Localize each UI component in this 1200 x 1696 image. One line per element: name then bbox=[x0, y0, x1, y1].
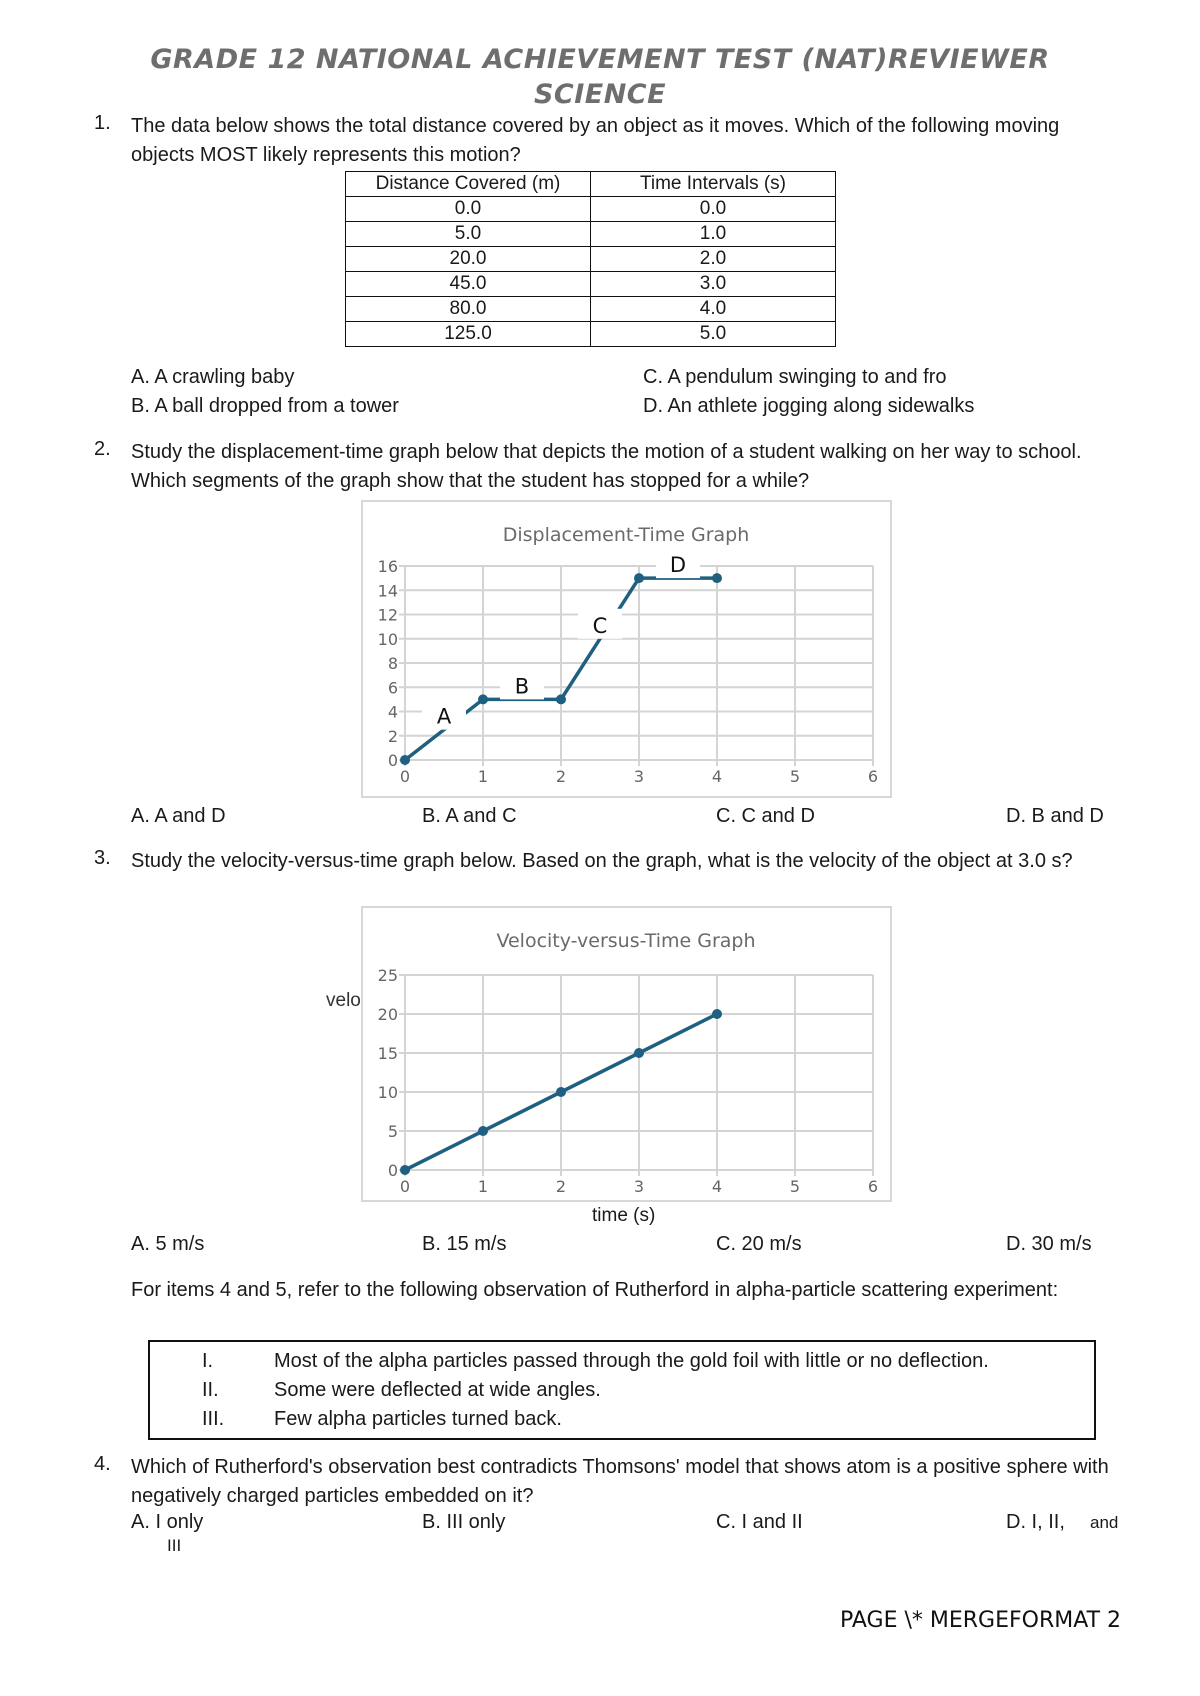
q4-choice-d[interactable]: D. I, II, bbox=[1006, 1511, 1065, 1533]
data-point bbox=[400, 1165, 410, 1175]
table-header-row bbox=[346, 172, 836, 197]
items-4-5-intro: For items 4 and 5, refer to the following observation of Rutherford in alpha-particle scattering experiment: bbox=[131, 1279, 1059, 1301]
segment-label: B bbox=[514, 674, 530, 699]
x-tick-label: 0 bbox=[399, 767, 411, 786]
y-tick-label: 15 bbox=[377, 1044, 398, 1063]
y-tick-label: 2 bbox=[387, 726, 398, 746]
table-cell: 45.0 bbox=[346, 272, 591, 297]
x-tick-label: 4 bbox=[711, 1177, 723, 1196]
statement-2-number: II. bbox=[202, 1379, 219, 1401]
segment-label: C bbox=[592, 613, 608, 638]
x-tick-label: 6 bbox=[867, 767, 879, 786]
table-cell: 2.0 bbox=[591, 247, 836, 272]
table-cell: 0.0 bbox=[346, 197, 591, 222]
data-point bbox=[634, 1048, 644, 1058]
page-footer: PAGE \* MERGEFORMAT 2 bbox=[840, 1608, 1121, 1633]
statement-1-number: I. bbox=[202, 1350, 214, 1372]
y-tick-label: 8 bbox=[387, 654, 398, 673]
table-cell: 20.0 bbox=[346, 247, 591, 272]
q4-choice-c[interactable]: C. I and II bbox=[716, 1511, 803, 1533]
q4-choice-a[interactable]: A. I only bbox=[131, 1511, 204, 1533]
statement-3-number: III. bbox=[202, 1408, 225, 1430]
table-cell: 5.0 bbox=[591, 322, 836, 347]
statement-2-text: Some were deflected at wide angles. bbox=[274, 1379, 601, 1401]
data-point bbox=[634, 573, 644, 583]
y-tick-label: 14 bbox=[377, 581, 398, 601]
table-cell: 80.0 bbox=[346, 297, 591, 322]
q3-choice-a[interactable]: A. 5 m/s bbox=[131, 1233, 205, 1255]
data-point bbox=[478, 1126, 488, 1136]
table-header-cell: Distance Covered (m) bbox=[346, 172, 591, 197]
q1-data-table bbox=[345, 171, 836, 347]
q2-text: Study the displacement-time graph below that depicts the motion of a student walking on her way to school. Which segments of the graph show that the student has stopped for a while? bbox=[131, 441, 1082, 492]
q3-text: Study the velocity-versus-time graph below. Based on the graph, what is the velocity of the object at 3.0 s? bbox=[131, 850, 1073, 872]
q1-choice-c[interactable]: C. A pendulum swinging to and fro bbox=[643, 366, 947, 388]
data-point bbox=[556, 1087, 566, 1097]
q1-number: 1. bbox=[94, 112, 111, 134]
series-line-segment bbox=[561, 1053, 639, 1092]
table-cell: 1.0 bbox=[591, 222, 836, 247]
table-row bbox=[346, 247, 836, 272]
y-tick-label: 10 bbox=[377, 629, 398, 649]
x-tick-label: 1 bbox=[477, 767, 489, 786]
x-tick-label: 6 bbox=[867, 1177, 879, 1196]
q2-number: 2. bbox=[94, 438, 111, 460]
q2-choice-a[interactable]: A. A and D bbox=[131, 805, 226, 827]
series-line-segment bbox=[483, 1092, 561, 1131]
q1-choice-b[interactable]: B. A ball dropped from a tower bbox=[131, 395, 399, 417]
page-title: GRADE 12 NATIONAL ACHIEVEMENT TEST (NAT)REVIEWER bbox=[150, 44, 1050, 75]
y-tick-label: 5 bbox=[387, 1122, 398, 1141]
q4-choice-d-iii: III bbox=[167, 1536, 182, 1555]
chart2-title: Velocity-versus-Time Graph bbox=[496, 930, 756, 952]
data-point bbox=[712, 1009, 722, 1019]
velocity-time-chart bbox=[363, 908, 890, 1200]
chart2-xlabel: time (s) bbox=[592, 1205, 656, 1226]
q2-choice-b[interactable]: B. A and C bbox=[422, 805, 517, 827]
statement-3-text: Few alpha particles turned back. bbox=[274, 1408, 562, 1430]
table-row bbox=[346, 272, 836, 297]
chart2-ylabel: velo bbox=[326, 990, 361, 1011]
y-tick-label: 20 bbox=[377, 1005, 398, 1024]
table-header-cell: Time Intervals (s) bbox=[591, 172, 836, 197]
data-point bbox=[556, 694, 566, 704]
y-tick-label: 0 bbox=[387, 751, 398, 770]
y-tick-label: 12 bbox=[377, 605, 398, 625]
x-tick-label: 5 bbox=[789, 767, 801, 786]
x-tick-label: 5 bbox=[789, 1177, 801, 1196]
table-cell: 3.0 bbox=[591, 272, 836, 297]
x-tick-label: 0 bbox=[399, 1177, 411, 1196]
series-line-segment bbox=[639, 1014, 717, 1053]
statement-1-text: Most of the alpha particles passed through the gold foil with little or no deflection. bbox=[274, 1350, 989, 1372]
q2-choice-d[interactable]: D. B and D bbox=[1006, 805, 1104, 827]
q4-text: Which of Rutherford's observation best contradicts Thomsons' model that shows atom is a positive sphere with negatively charged particles embedded on it? bbox=[131, 1456, 1109, 1507]
q1-choice-d[interactable]: D. An athlete jogging along sidewalks bbox=[643, 395, 975, 417]
y-tick-label: 10 bbox=[377, 1083, 398, 1102]
q3-choice-c[interactable]: C. 20 m/s bbox=[716, 1233, 802, 1255]
table-cell: 4.0 bbox=[591, 297, 836, 322]
data-point bbox=[478, 694, 488, 704]
x-tick-label: 2 bbox=[555, 1177, 567, 1196]
table-row bbox=[346, 197, 836, 222]
velocity-chart-box bbox=[361, 906, 892, 1202]
y-tick-label: 6 bbox=[387, 678, 398, 698]
segment-label: D bbox=[669, 553, 687, 578]
displacement-time-chart bbox=[363, 502, 890, 796]
series-line-segment bbox=[405, 1131, 483, 1170]
displacement-chart-box bbox=[361, 500, 892, 798]
segment-label: A bbox=[436, 704, 452, 729]
x-tick-label: 3 bbox=[633, 1177, 645, 1196]
x-tick-label: 2 bbox=[555, 767, 567, 786]
y-tick-label: 16 bbox=[377, 557, 398, 576]
y-tick-label: 0 bbox=[387, 1161, 398, 1180]
table-cell: 125.0 bbox=[346, 322, 591, 347]
data-point bbox=[400, 755, 410, 765]
table-cell: 0.0 bbox=[591, 197, 836, 222]
q3-number: 3. bbox=[94, 847, 111, 869]
table-row bbox=[346, 297, 836, 322]
page-subtitle: SCIENCE bbox=[533, 79, 667, 110]
table-row bbox=[346, 222, 836, 247]
rutherford-observations-box bbox=[148, 1340, 1096, 1440]
q1-choice-a[interactable]: A. A crawling baby bbox=[131, 366, 295, 388]
q1-text: The data below shows the total distance covered by an object as it moves. Which of the following moving objects MOST likely represents this motion? bbox=[131, 115, 1060, 166]
q3-choice-d[interactable]: D. 30 m/s bbox=[1006, 1233, 1092, 1255]
q4-choice-b[interactable]: B. III only bbox=[422, 1511, 506, 1533]
data-point bbox=[712, 573, 722, 583]
chart1-title: Displacement-Time Graph bbox=[502, 524, 750, 546]
x-tick-label: 3 bbox=[633, 767, 645, 786]
x-tick-label: 4 bbox=[711, 767, 723, 786]
table-cell: 5.0 bbox=[346, 222, 591, 247]
q3-choice-b[interactable]: B. 15 m/s bbox=[422, 1233, 507, 1255]
x-tick-label: 1 bbox=[477, 1177, 489, 1196]
table-row bbox=[346, 322, 836, 347]
y-tick-label: 4 bbox=[387, 702, 398, 722]
q4-choice-d-and: and bbox=[1090, 1513, 1119, 1532]
q2-choice-c[interactable]: C. C and D bbox=[716, 805, 815, 827]
q4-number: 4. bbox=[94, 1453, 111, 1475]
y-tick-label: 25 bbox=[377, 966, 398, 985]
